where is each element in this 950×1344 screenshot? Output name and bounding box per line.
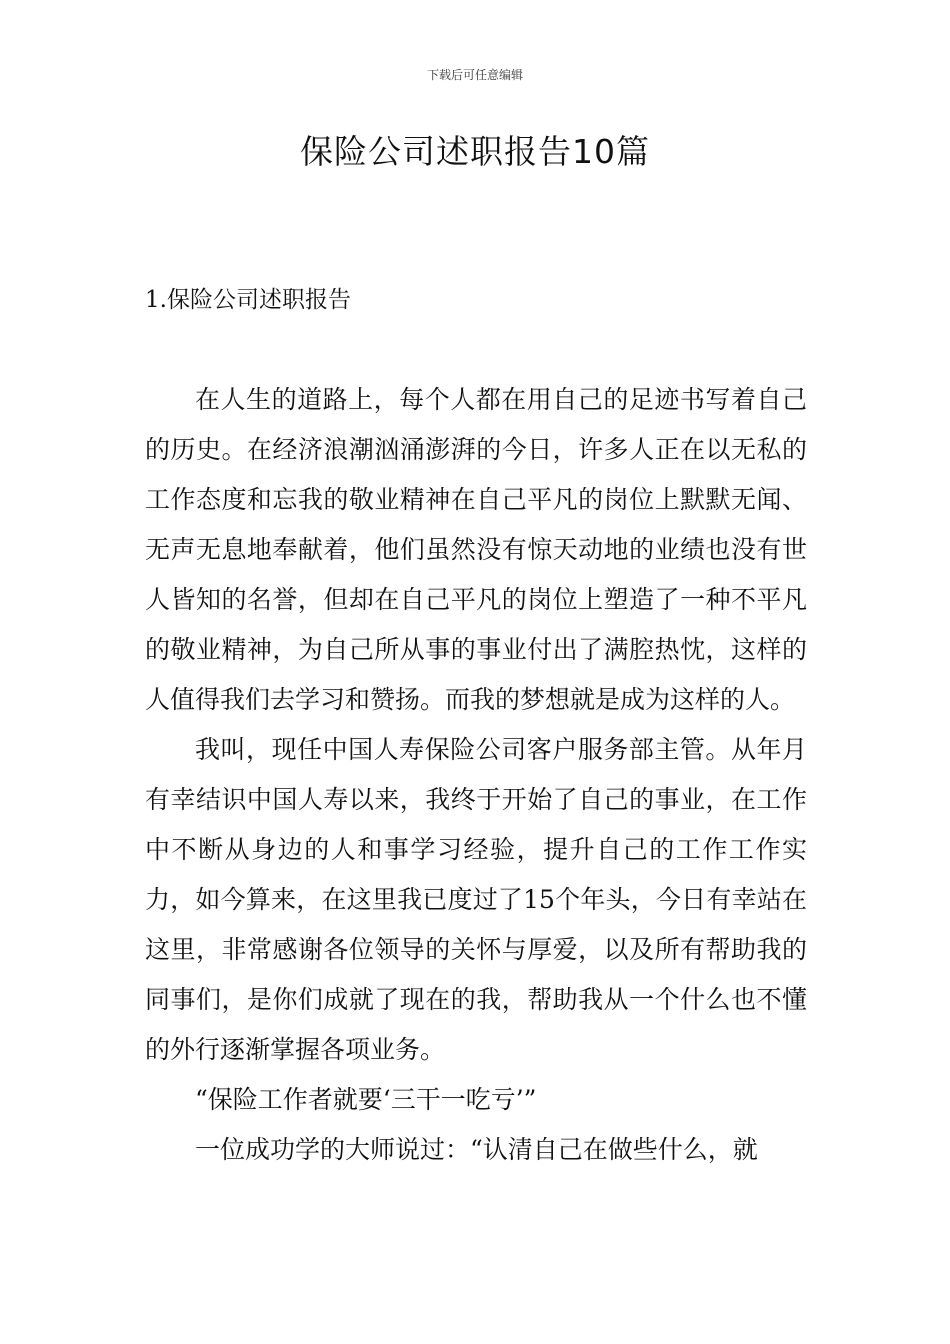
header-note: 下载后可任意编辑 [426,68,523,82]
document-body [145,375,807,1175]
paragraph-intro: 在人生的道路上，每个人都在用自己的足迹书写着自己的历史。在经济浪潮汹涌澎湃的今日，许多人正在以无私的工作态度和忘我的敬业精神在自己平凡的岗位上默默无闻、无声无息地奉献着，他们虽然没有惊天动地的业绩也没有世人皆知的名誉，但却在自己平凡的岗位上塑造了一种不平凡的敬业精神，为自己所从事的事业付出了满腔热忱，这样的人值得我们去学习和赞扬。而我的梦想就是成为这样的人。 [145,385,807,714]
section-heading: 1.保险公司述职报告 [145,287,351,313]
paragraph-quote-heading: “保险工作者就要‘三干一吃亏’” [195,1085,537,1114]
paragraph-self-introduction: 我叫，现任中国人寿保险公司客户服务部主管。从年月有幸结识中国人寿以来，我终于开始了自己的事业，在工作中不断从身边的人和事学习经验，提升自己的工作工作实力，如今算来，在这里我已度过了15个年头，今日有幸站在这里，非常感谢各位领导的关怀与厚爱，以及所有帮助我的同事们，是你们成就了现在的我，帮助我从一个什么也不懂的外行逐渐掌握各项业务。 [145,735,807,1064]
document-title: 保险公司述职报告10篇 [300,132,650,171]
paragraph-master-quote: 一位成功学的大师说过：“认清自己在做些什么，就 [195,1135,758,1164]
